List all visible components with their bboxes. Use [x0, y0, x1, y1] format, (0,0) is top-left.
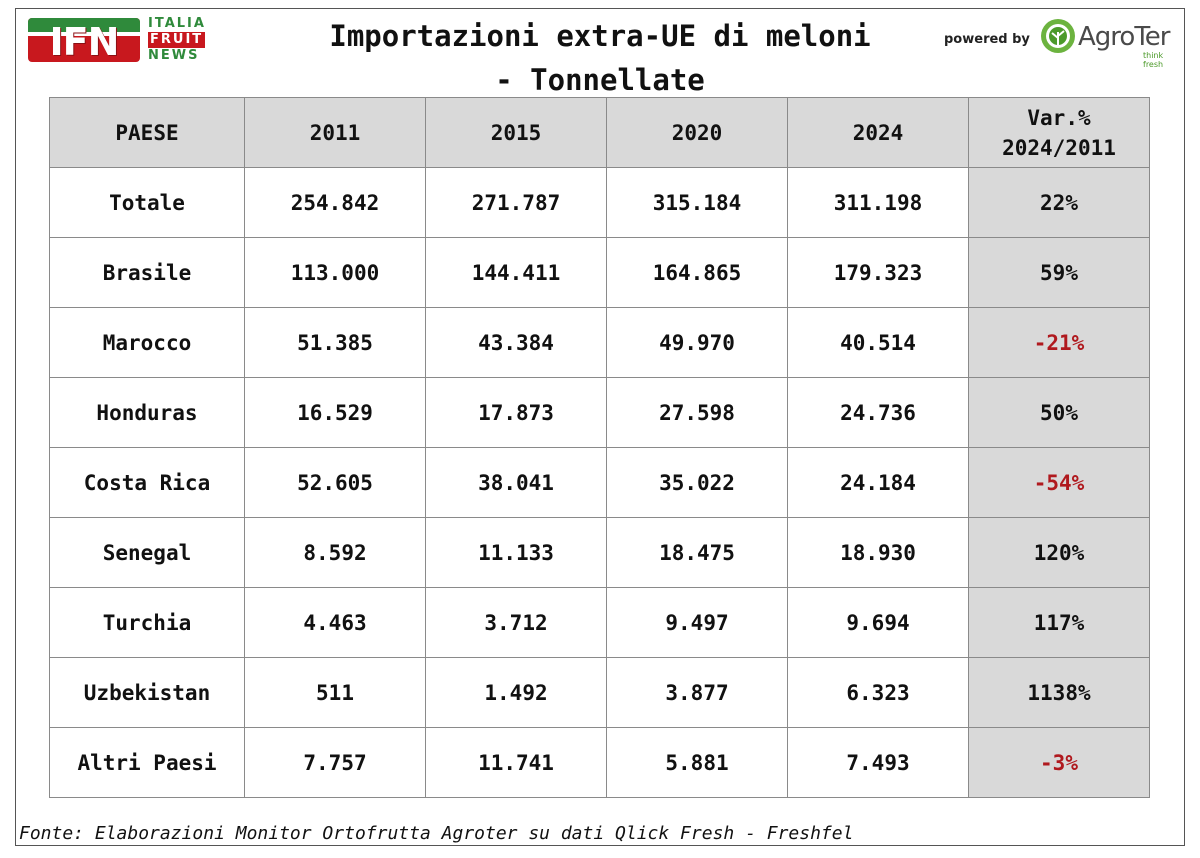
agroter-tagline: think fresh	[1143, 51, 1164, 69]
tonnage-cell: 38.041	[426, 448, 607, 518]
ifn-logo-line3: NEWS	[148, 48, 200, 63]
tonnage-cell: 164.865	[607, 238, 788, 308]
table-row	[50, 168, 1150, 238]
tonnage-cell: 24.736	[788, 378, 969, 448]
country-cell: Uzbekistan	[50, 658, 245, 728]
table-row	[50, 518, 1150, 588]
variation-cell: 59%	[969, 238, 1150, 308]
table-header-cell: PAESE	[50, 98, 245, 168]
variation-cell: 50%	[969, 378, 1150, 448]
tonnage-cell: 16.529	[245, 378, 426, 448]
variation-cell: -3%	[969, 728, 1150, 798]
table-header-cell: 2011	[245, 98, 426, 168]
ifn-logo-words	[148, 16, 228, 64]
table-row	[50, 308, 1150, 378]
agroter-logo	[1040, 18, 1180, 69]
variation-cell: 120%	[969, 518, 1150, 588]
tonnage-cell: 8.592	[245, 518, 426, 588]
table-header-cell: 2020	[607, 98, 788, 168]
variation-cell: 22%	[969, 168, 1150, 238]
country-cell: Senegal	[50, 518, 245, 588]
tonnage-cell: 9.497	[607, 588, 788, 658]
tonnage-cell: 144.411	[426, 238, 607, 308]
country-cell: Totale	[50, 168, 245, 238]
tonnage-cell: 6.323	[788, 658, 969, 728]
tonnage-cell: 7.757	[245, 728, 426, 798]
variation-cell: -21%	[969, 308, 1150, 378]
tonnage-cell: 3.877	[607, 658, 788, 728]
variation-cell: -54%	[969, 448, 1150, 518]
variation-cell: 117%	[969, 588, 1150, 658]
tonnage-cell: 17.873	[426, 378, 607, 448]
table-row	[50, 238, 1150, 308]
tonnage-cell: 11.133	[426, 518, 607, 588]
table-body	[50, 168, 1150, 798]
tonnage-cell: 52.605	[245, 448, 426, 518]
tonnage-cell: 179.323	[788, 238, 969, 308]
tonnage-cell: 35.022	[607, 448, 788, 518]
tonnage-cell: 254.842	[245, 168, 426, 238]
ifn-logo-line1: ITALIA	[148, 16, 206, 31]
tonnage-cell: 7.493	[788, 728, 969, 798]
table-row	[50, 588, 1150, 658]
country-cell: Marocco	[50, 308, 245, 378]
country-cell: Costa Rica	[50, 448, 245, 518]
table-header-row	[50, 98, 1150, 168]
table-row	[50, 378, 1150, 448]
table-row	[50, 728, 1150, 798]
tonnage-cell: 11.741	[426, 728, 607, 798]
tonnage-cell: 1.492	[426, 658, 607, 728]
country-cell: Turchia	[50, 588, 245, 658]
tonnage-cell: 4.463	[245, 588, 426, 658]
tonnage-cell: 18.930	[788, 518, 969, 588]
table-row	[50, 448, 1150, 518]
ifn-logo	[28, 16, 220, 68]
variation-cell: 1138%	[969, 658, 1150, 728]
tonnage-cell: 315.184	[607, 168, 788, 238]
country-cell: Brasile	[50, 238, 245, 308]
ifn-logo-line2: FRUIT	[150, 32, 204, 47]
country-cell: Honduras	[50, 378, 245, 448]
tonnage-cell: 51.385	[245, 308, 426, 378]
table-header-cell: 2015	[426, 98, 607, 168]
page-title: Importazioni extra-UE di meloni - Tonnellate	[329, 19, 871, 97]
powered-by-label: powered by	[944, 32, 1030, 47]
table-header-cell: Var.% 2024/2011	[969, 98, 1150, 168]
tonnage-cell: 311.198	[788, 168, 969, 238]
tonnage-cell: 24.184	[788, 448, 969, 518]
tonnage-cell: 43.384	[426, 308, 607, 378]
tonnage-cell: 271.787	[426, 168, 607, 238]
country-cell: Altri Paesi	[50, 728, 245, 798]
source-note: Fonte: Elaborazioni Monitor Ortofrutta Agroter su dati Qlick Fresh - Freshfel	[19, 823, 854, 844]
imports-table	[49, 97, 1150, 798]
table-row	[50, 658, 1150, 728]
tonnage-cell: 9.694	[788, 588, 969, 658]
agroter-leaf-icon	[1040, 18, 1076, 54]
tonnage-cell: 3.712	[426, 588, 607, 658]
tonnage-cell: 5.881	[607, 728, 788, 798]
tonnage-cell: 27.598	[607, 378, 788, 448]
tonnage-cell: 511	[245, 658, 426, 728]
agroter-brand: AgroTer	[1078, 22, 1170, 52]
tonnage-cell: 18.475	[607, 518, 788, 588]
ifn-logo-mark	[28, 18, 140, 62]
tonnage-cell: 113.000	[245, 238, 426, 308]
ifn-logo-letters: IFN	[49, 20, 119, 62]
tonnage-cell: 40.514	[788, 308, 969, 378]
tonnage-cell: 49.970	[607, 308, 788, 378]
table-header-cell: 2024	[788, 98, 969, 168]
